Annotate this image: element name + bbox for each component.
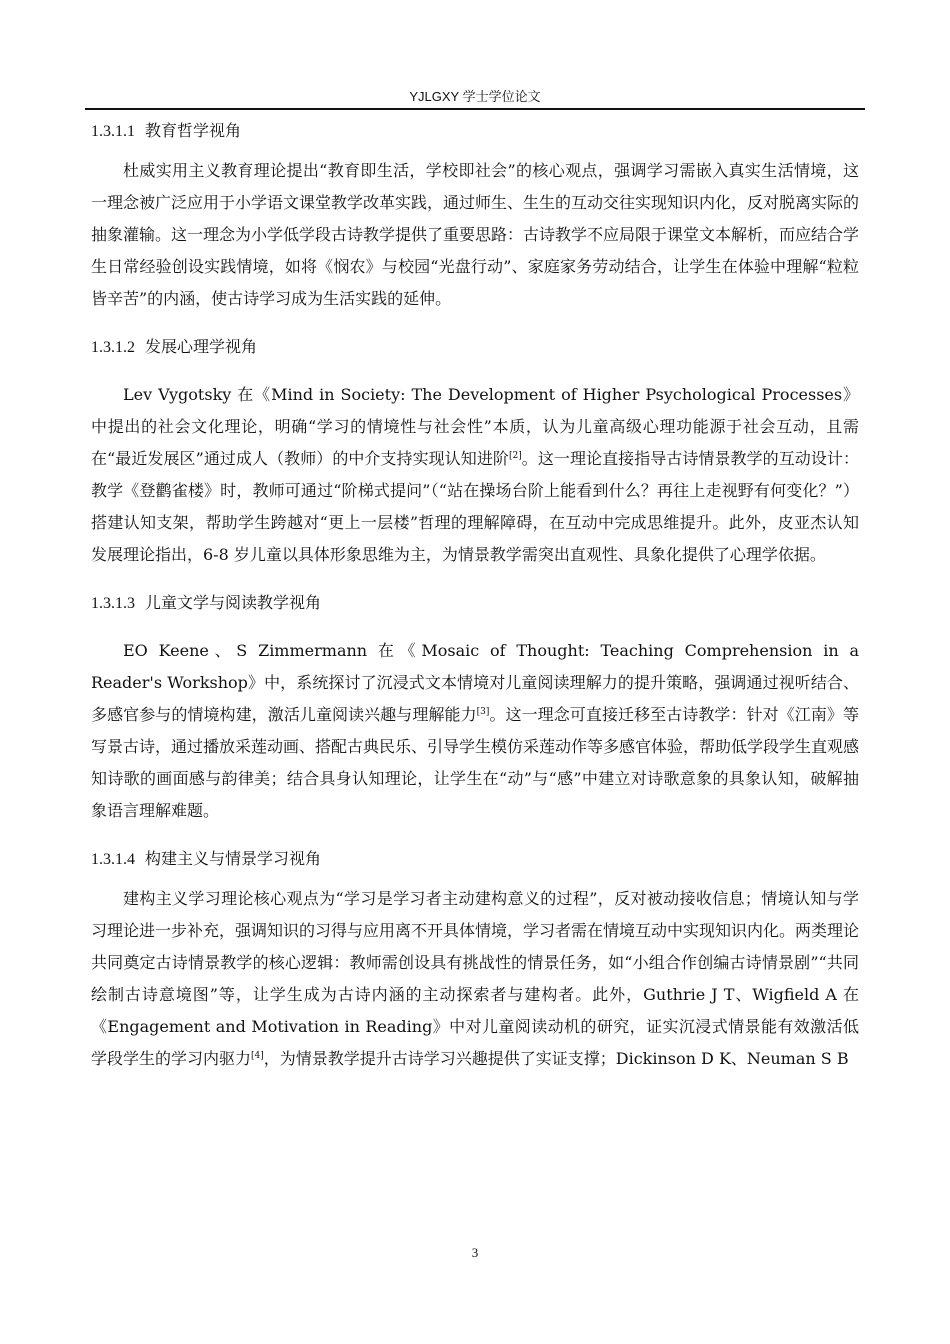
page-number: 3 — [471, 1245, 479, 1260]
section-heading-1-3-1-4 — [91, 846, 859, 872]
page-content — [91, 118, 859, 1075]
section-title: 发展心理学视角 — [145, 337, 258, 356]
section-number: 1.3.1.2 — [91, 339, 135, 356]
citation-2: [2] — [508, 451, 522, 461]
citation-4: [4] — [251, 1051, 264, 1061]
section-title: 教育哲学视角 — [145, 121, 242, 140]
page-header: YJLGXY 学士学位论文 — [409, 89, 541, 104]
header-rule — [85, 108, 865, 110]
paragraph-constructivism — [91, 883, 859, 1075]
paragraph-education-philosophy: 杜威实用主义教育理论提出“教育即生活，学校即社会”的核心观点，强调学习需嵌入真实生活情境，这一理念被广泛应用于小学语文课堂教学改革实践，通过师生、生生的互动交往实现知识内化，反对脱离实际的抽象灌输。这一理念为小学低学段古诗教学提供了重要思路：古诗教学不应局限于课堂文本解析，而应结合学生日常经验创设实践情境，如将《悯农》与校园“光盘行动”、家庭家务劳动结合，让学生在体验中理解“粒粒皆辛苦”的内涵，使古诗学习成为生活实践的延伸。 — [91, 161, 860, 308]
section-title: 构建主义与情景学习视角 — [145, 849, 322, 868]
citation-3: [3] — [476, 707, 490, 717]
paragraph-text: Lev Vygotsky 在《Mind in Society: The Development of Higher Psychological Processes》中提出的社会文化理论，明确“学习的情境性与社会性”本质，认为儿童高级心理功能源于社会互动，且需在“最近发展区”通过成人（教师）的中介支持实现认知进阶 — [91, 385, 859, 468]
paragraph-text: 。这一理论直接指导古诗情景教学的互动设计：教学《登鹳雀楼》时，教师可通过“阶梯式提问”（“站在操场台阶上能看到什么？再往上走视野有何变化？”）搭建认知支架，帮助学生跨越对“更上一层楼”哲理的理解障碍，在互动中完成思维提升。此外，皮亚杰认知发展理论指出，6-8 岁儿童以具体形象思维为主，为情景教学需突出直观性、具象化提供了心理学依据。 — [91, 449, 859, 564]
section-heading-1-3-1-2 — [91, 334, 859, 360]
paragraph-childrens-literature — [91, 635, 859, 827]
paragraph-text: ，为情景教学提升古诗学习兴趣提供了实证支撑；Dickinson D K、Neuman S B — [263, 1049, 849, 1068]
section-number: 1.3.1.4 — [91, 851, 135, 868]
paragraph-text: 。这一理念可直接迁移至古诗教学：针对《江南》等写景古诗，通过播放采莲动画、搭配古典民乐、引导学生模仿采莲动作等多感官体验，帮助低学段学生直观感知诗歌的画面感与韵律美；结合具身认知理论，让学生在“动”与“感”中建立对诗歌意象的具象认知，破解抽象语言理解难题。 — [91, 705, 860, 820]
section-heading-1-3-1-1 — [91, 118, 859, 144]
section-heading-1-3-1-3 — [91, 590, 859, 616]
section-number: 1.3.1.1 — [91, 123, 135, 140]
section-title: 儿童文学与阅读教学视角 — [145, 593, 322, 612]
paragraph-text: 建构主义学习理论核心观点为“学习是学习者主动建构意义的过程”，反对被动接收信息；情境认知与学习理论进一步补充，强调知识的习得与应用离不开具体情境，学习者需在情境互动中实现知识内化。两类理论共同奠定古诗情景教学的核心逻辑：教师需创设具有挑战性的情景任务，如“小组合作创编古诗情景剧”“共同绘制古诗意境图”等，让学生成为古诗内涵的主动探索者与建构者。此外，Guthrie J T、Wigfield A 在《Engagement and Motivation in Reading》中对儿童阅读动机的研究，证实沉浸式情景能有效激活低学段学生的学习内驱力 — [91, 889, 860, 1068]
paragraph-text: EO Keene、S Zimmermann 在《Mosaic of Thought: Teaching Comprehension in a Reader's Workshop》中，系统探讨了沉浸式文本情境对儿童阅读理解力的提升策略，强调通过视听结合、多感官参与的情境构建，激活儿童阅读兴趣与理解能力 — [91, 641, 859, 724]
paragraph-developmental-psychology — [91, 379, 859, 571]
section-number: 1.3.1.3 — [91, 595, 135, 612]
